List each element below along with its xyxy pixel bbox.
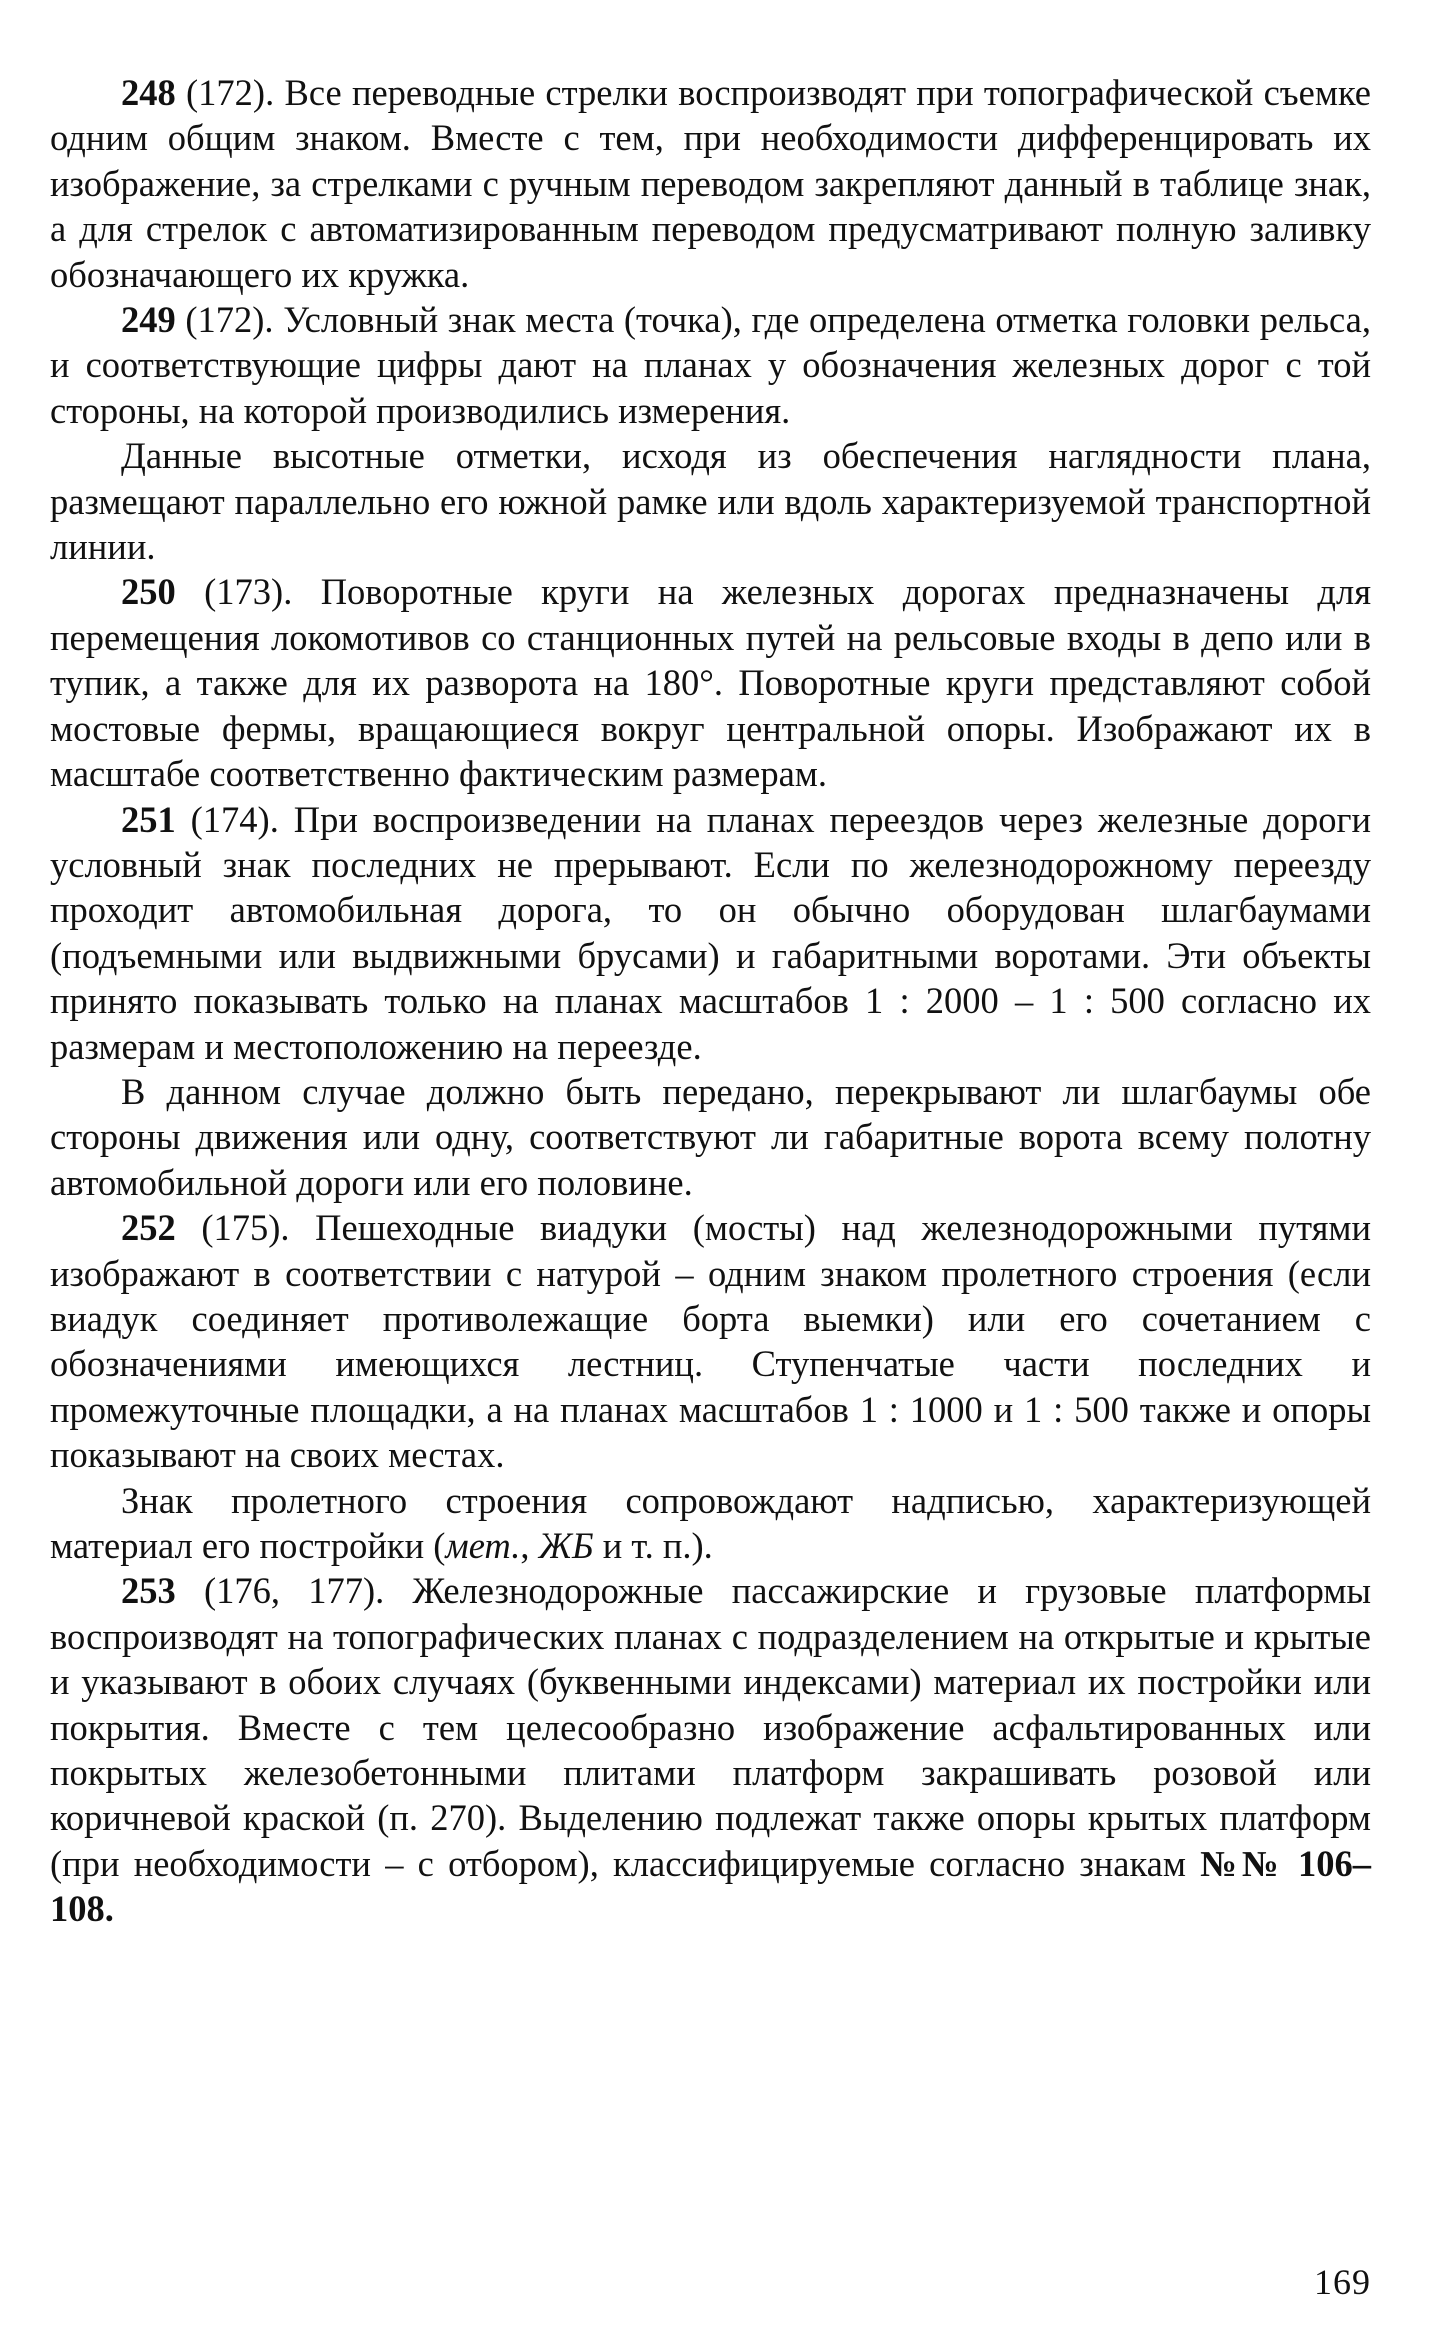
figure-reference: (174). xyxy=(175,798,294,840)
item-number: 253 xyxy=(121,1570,176,1612)
item-number: 251 xyxy=(121,798,176,840)
figure-reference: (175). xyxy=(175,1207,316,1249)
paragraph-252 xyxy=(50,1205,1371,1477)
figure-reference: (176, 177). xyxy=(175,1570,413,1612)
paragraph-text: При воспроизведении на планах переездов через железные дороги условный знак последних не прерывают. Если по железнодорожному переезду проходит автомобильная дорога, то он обычно оборудован шлагбаумами (подъемными или выдвижными брусами) и габаритными воротами. Эти объекты принято показывать только на планах масштабов 1 : 2000 – 1 : 500 согласно их размерам и местоположению на переезде. xyxy=(50,798,1372,1067)
paragraph-text: Поворотные круги на железных дорогах предназначены для перемещения локомотивов со станционных путей на рельсовые входы в депо или в тупик, а также для их разворота на 180°. Поворотные круги представляют собой мостовые фермы, вращающиеся вокруг центральной опоры. Изображают их в масштабе соответственно фактическим размерам. xyxy=(50,571,1371,795)
paragraph-text: Все переводные стрелки воспроизводят при топографической съемке одним общим знаком. Вместе с тем, при необходимости дифференцировать их изображение, за стрелками с ручным переводом закрепляют данный в таблице знак, а для стрелок с автоматизированным переводом предусматривают полную заливку обозначающего их кружка. xyxy=(50,72,1372,295)
paragraph-250 xyxy=(50,569,1371,796)
page-number: 169 xyxy=(1314,2262,1371,2302)
paragraph-text: Знак пролетного строения сопровождают надписью, характеризующей материал его постройки ( xyxy=(50,1479,1371,1566)
paragraph-249-continued xyxy=(50,433,1371,569)
paragraph-251-continued xyxy=(50,1069,1371,1205)
paragraph-text: В данном случае должно быть передано, перекрывают ли шлагбаумы обе стороны движения или одну, соответствуют ли габаритные ворота всему полотну автомобильной дороги или его половине. xyxy=(50,1070,1371,1203)
item-number: 252 xyxy=(121,1207,176,1249)
item-number: 248 xyxy=(121,72,176,113)
abbreviation-metal: мет. xyxy=(445,1525,521,1566)
paragraph-251 xyxy=(50,797,1371,1069)
paragraph-253 xyxy=(50,1568,1371,1931)
abbreviation-reinforced-concrete: ЖБ xyxy=(538,1525,594,1566)
paragraph-text: Условный знак места (точка), где определена отметка головки рельса, и соответствующие цифры дают на планах у обозначения железных дорог с той стороны, на которой производились измерения. xyxy=(50,299,1371,431)
paragraph-text-end: и т. п.). xyxy=(593,1525,713,1566)
separator-text: , xyxy=(520,1525,539,1566)
item-number: 250 xyxy=(121,571,176,613)
figure-reference: (172). xyxy=(175,72,285,113)
paragraph-text: Пешеходные виадуки (мосты) над железнодорожными путями изображают в соответствии с натурой – одним знаком пролетного строения (если виадук соединяет противолежащие борта выемки) или его сочетанием с обозначениями имеющихся лестниц. Ступенчатые части последних и промежуточные площадки, а на планах масштабов 1 : 1000 и 1 : 500 также и опоры показывают на своих местах. xyxy=(50,1207,1372,1476)
paragraph-249 xyxy=(50,297,1371,433)
paragraph-text: Данные высотные отметки, исходя из обеспечения наглядности плана, размещают параллельно его южной рамке или вдоль характеризуемой транспортной линии. xyxy=(50,435,1371,568)
paragraph-text: Железнодорожные пассажирские и грузовые платформы воспроизводят на топографических планах с подразделением на открытые и крытые и указывают в обоих случаях (буквенными индексами) материал их постройки или покрытия. Вместе с тем целесообразно изображение асфальтированных или покрытых железобетонными плитами платформ закрашивать розовой или коричневой краской (п. 270). Выделению подлежат также опоры крытых платформ (при необходимости – с отбором), классифицируемые согласно знакам xyxy=(50,1570,1371,1884)
paragraph-252-continued xyxy=(50,1478,1371,1569)
sign-numbers: №№ 106–108. xyxy=(50,1842,1372,1930)
paragraph-248 xyxy=(50,70,1371,297)
item-number: 249 xyxy=(121,299,176,341)
figure-reference: (173). xyxy=(175,571,321,613)
figure-reference: (172). xyxy=(175,299,284,341)
